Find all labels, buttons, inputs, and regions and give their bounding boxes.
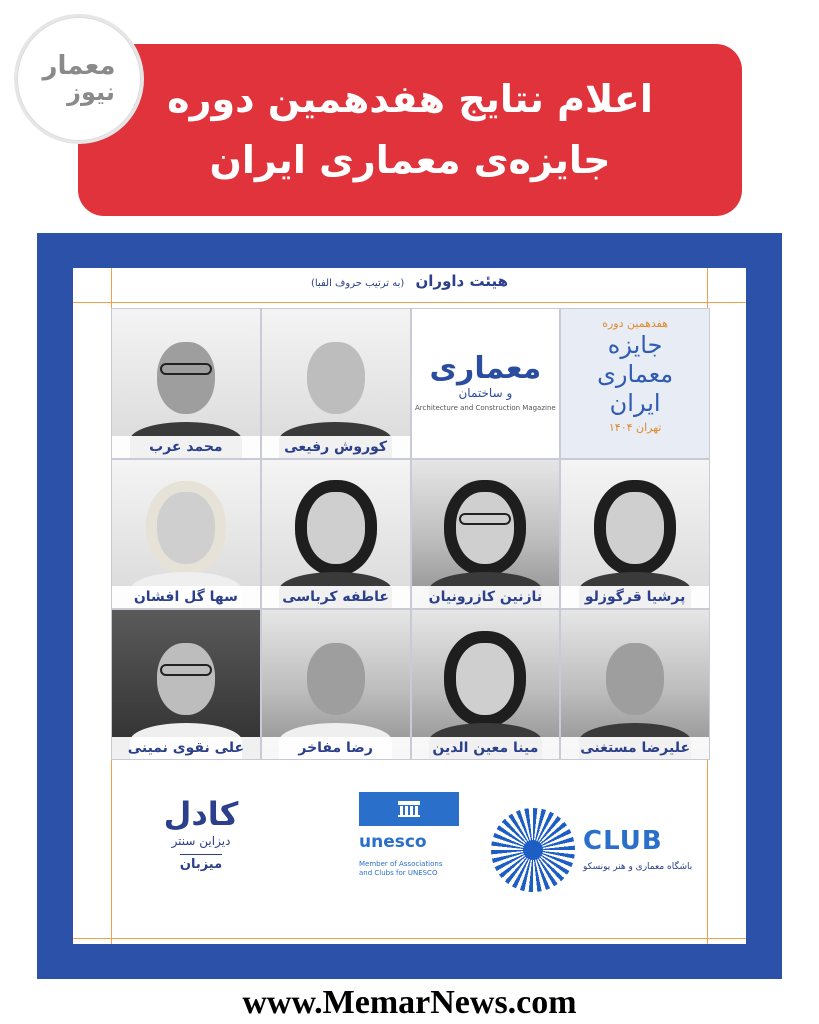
unesco-member-line-2: and Clubs for UNESCO [359, 869, 438, 878]
logo-line-1: معمار [42, 50, 116, 81]
portrait-head [606, 492, 664, 564]
unesco-logo [359, 792, 463, 878]
jury-card [262, 309, 410, 458]
award-line-1: جایزه [607, 331, 663, 359]
portrait-head [307, 643, 365, 715]
jury-heading [73, 272, 746, 290]
jury-name: کوروش رفیعی [262, 436, 410, 458]
glasses [459, 513, 511, 525]
jury-grid [111, 308, 710, 760]
poster-frame [37, 233, 782, 979]
design-center-mark: کادل [163, 795, 239, 833]
sponsor-logos [111, 768, 708, 908]
website-url: www.MemarNews.com [242, 984, 577, 1021]
glasses [160, 664, 212, 676]
magazine-logo: معماری [429, 350, 542, 386]
club-burst-icon [491, 808, 575, 892]
jury-card [412, 460, 560, 609]
jury-name: پرشیا قرگوزلو [561, 586, 709, 608]
jury-name: محمد عرب [112, 436, 260, 458]
award-logo-card [561, 309, 709, 458]
temple-icon [398, 801, 420, 817]
club-logo [491, 808, 711, 898]
jury-card [112, 460, 260, 609]
guide-line [73, 302, 746, 303]
portrait-head [157, 492, 215, 564]
unesco-badge [359, 792, 459, 826]
portrait-head [606, 643, 664, 715]
headline-line-1: اعلام نتایج هفدهمین دوره [167, 77, 653, 122]
jury-name: علیرضا مستغنی [561, 737, 709, 759]
award-city-year: تهران ۱۴۰۴ [608, 420, 662, 434]
portrait-head [307, 342, 365, 414]
award-line-2: معماری [597, 359, 674, 388]
jury-poster [73, 268, 746, 944]
guide-line [73, 938, 746, 939]
jury-card [561, 460, 709, 609]
headline-banner [78, 44, 742, 216]
memar-news-logo [14, 14, 144, 144]
club-word: CLUB [583, 826, 663, 856]
club-subtitle: باشگاه معماری و هنر یونسکو [583, 862, 693, 872]
magazine-sub: و ساختمان [458, 385, 513, 400]
jury-note: (به ترتیب حروف الفبا) [311, 278, 405, 289]
unesco-word: unesco [359, 832, 427, 852]
jury-name: سها گل افشان [112, 586, 260, 608]
portrait-head [157, 342, 215, 414]
portrait-head [456, 492, 514, 564]
award-edition: هفدهمین دوره [602, 317, 669, 330]
jury-card [262, 610, 410, 759]
jury-name: رضا مفاخر [262, 737, 410, 759]
design-center-name: دیزاین سنتر [171, 834, 231, 848]
magazine-english: Architecture and Construction Magazine [415, 403, 556, 412]
jury-card [112, 610, 260, 759]
award-line-3: ایران [609, 388, 661, 417]
jury-name: مینا معین الدین [412, 737, 560, 759]
jury-card [412, 610, 560, 759]
headline-line-2: جایزه‌ی معماری ایران [209, 138, 611, 182]
jury-name: عاطفه کرباسی [262, 586, 410, 608]
portrait-head [157, 643, 215, 715]
jury-name: نازنین کازرونیان [412, 586, 560, 608]
glasses [160, 363, 212, 375]
portrait-head [456, 643, 514, 715]
jury-name: علی نقوی نمینی [112, 737, 260, 759]
jury-card [561, 610, 709, 759]
magazine-logo-card [412, 309, 560, 458]
portrait-head [307, 492, 365, 564]
unesco-member-line-1: Member of Associations [359, 860, 443, 868]
host-label: میزبان [180, 854, 222, 872]
design-center-logo [141, 795, 261, 872]
jury-title: هیئت داوران [415, 272, 508, 290]
logo-line-2: نیوز [67, 78, 115, 107]
jury-card [262, 460, 410, 609]
jury-card [112, 309, 260, 458]
